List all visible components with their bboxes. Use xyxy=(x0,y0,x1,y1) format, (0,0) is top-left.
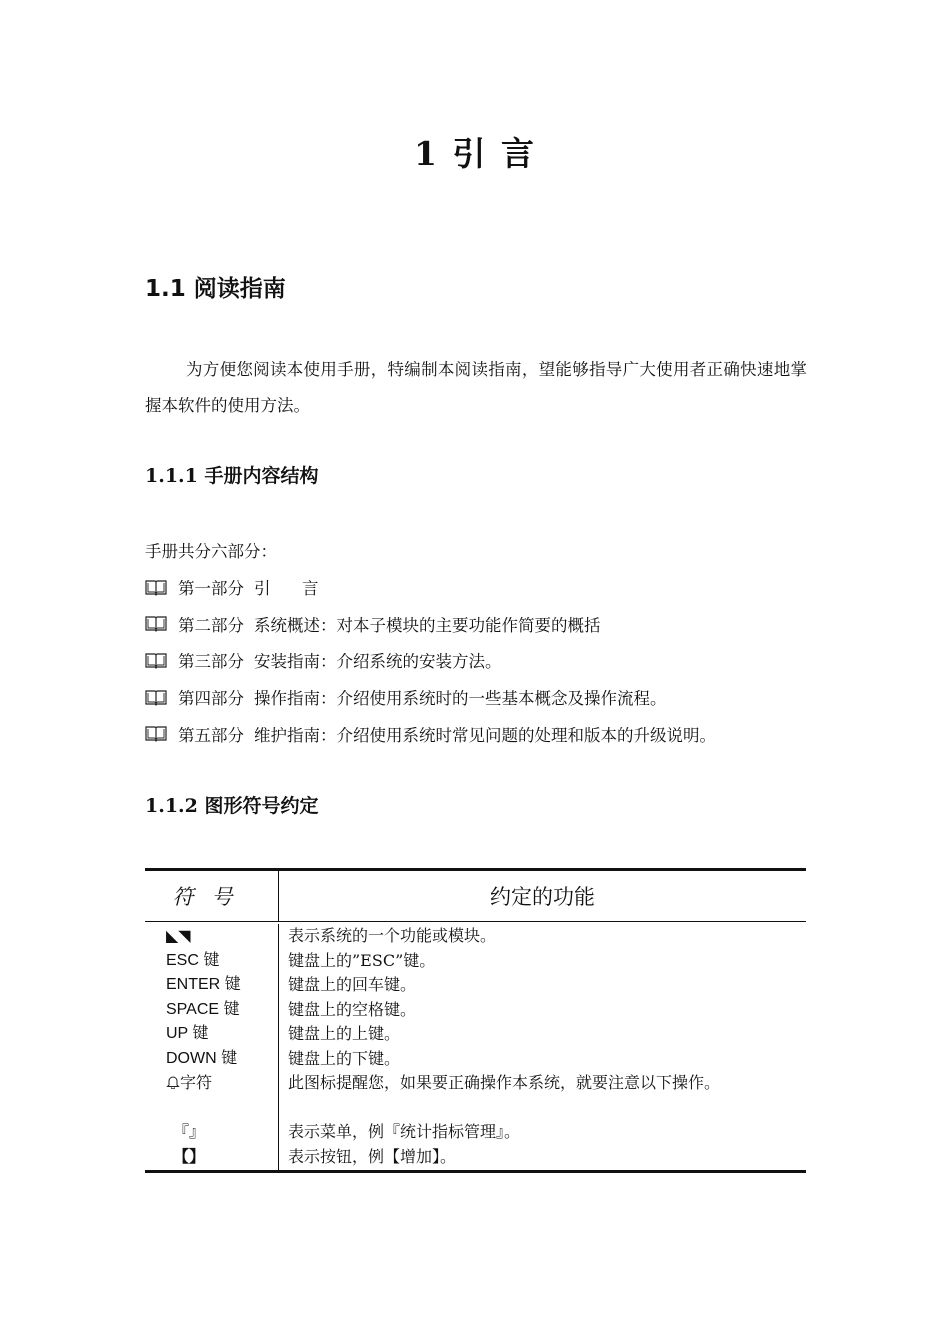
table-cell: SPACE 键 xyxy=(166,1000,240,1018)
function-column xyxy=(279,924,806,1170)
part-desc: 操作指南：介绍使用系统时的一些基本概念及操作流程。 xyxy=(254,689,667,709)
table-cell: 此图标提醒您，如果要正确操作本系统，就要注意以下操作。 xyxy=(288,1073,721,1092)
part-name: 第三部分 xyxy=(178,652,244,672)
list-item xyxy=(145,715,716,752)
open-book-icon xyxy=(145,615,167,632)
header-function: 约定的功能 xyxy=(490,885,595,909)
section-title: 1.1 阅读指南 xyxy=(145,276,286,302)
part-desc: 安装指南：介绍系统的安装方法。 xyxy=(254,652,502,672)
table-cell: 键盘上的回车键。 xyxy=(288,975,417,994)
list-item xyxy=(145,679,716,716)
part-name: 第四部分 xyxy=(178,689,244,709)
table-cell: 键盘上的空格键。 xyxy=(288,999,417,1019)
open-book-icon xyxy=(145,652,167,669)
part-desc: 维护指南：介绍使用系统时常见问题的处理和版本的升级说明。 xyxy=(254,725,716,745)
table-cell: 【】 xyxy=(173,1146,206,1166)
header-symbol: 符号 xyxy=(145,871,279,921)
parts-list xyxy=(145,569,716,752)
table-cell: 表示按钮，例【增加】。 xyxy=(288,1146,457,1166)
table-cell: 表示系统的一个功能或模块。 xyxy=(288,926,497,945)
symbol-table xyxy=(145,868,806,1173)
table-cell: 『』 xyxy=(173,1122,206,1141)
part-name: 第五部分 xyxy=(178,725,244,745)
chapter-title: 1 引 言 xyxy=(414,134,536,173)
part-name: 第一部分 xyxy=(178,579,244,599)
table-body xyxy=(145,922,806,1170)
table-cell: 键盘上的下键。 xyxy=(288,1048,401,1068)
table-cell xyxy=(145,1071,278,1120)
part-desc: 系统概述：对本子模块的主要功能作简要的概括 xyxy=(254,615,601,635)
table-cell: ◣◥ xyxy=(166,926,191,945)
symbol-text: 字符 xyxy=(180,1073,213,1092)
table-cell: ENTER 键 xyxy=(166,976,241,993)
table-cell: UP 键 xyxy=(166,1025,209,1042)
table-cell: 表示菜单，例『统计指标管理』。 xyxy=(288,1122,521,1141)
table-cell: DOWN 键 xyxy=(166,1049,238,1067)
part-name: 第二部分 xyxy=(178,615,244,635)
symbol-column xyxy=(145,924,279,1170)
table-cell: 键盘上的”ESC”键。 xyxy=(288,950,436,970)
intro-paragraph: 为方便您阅读本使用手册，特编制本阅读指南，望能够指导广大使用者正确快速地掌握本软件的使用方法。 xyxy=(145,360,807,415)
list-item xyxy=(145,642,716,679)
list-item xyxy=(145,569,716,606)
table-cell: ESC 键 xyxy=(166,951,220,969)
parts-intro: 手册共分六部分： xyxy=(145,542,277,561)
subsection-title-symbols: 1.1.2 图形符号约定 xyxy=(145,795,319,817)
table-cell: 键盘上的上键。 xyxy=(288,1024,401,1043)
open-book-icon xyxy=(145,689,167,706)
subsection-title-structure: 1.1.1 手册内容结构 xyxy=(145,465,319,487)
part-desc: 引 言 xyxy=(254,579,319,599)
list-item xyxy=(145,606,716,643)
bell-icon xyxy=(166,1075,180,1089)
open-book-icon xyxy=(145,725,167,742)
table-header xyxy=(145,871,806,922)
open-book-icon xyxy=(145,579,167,596)
